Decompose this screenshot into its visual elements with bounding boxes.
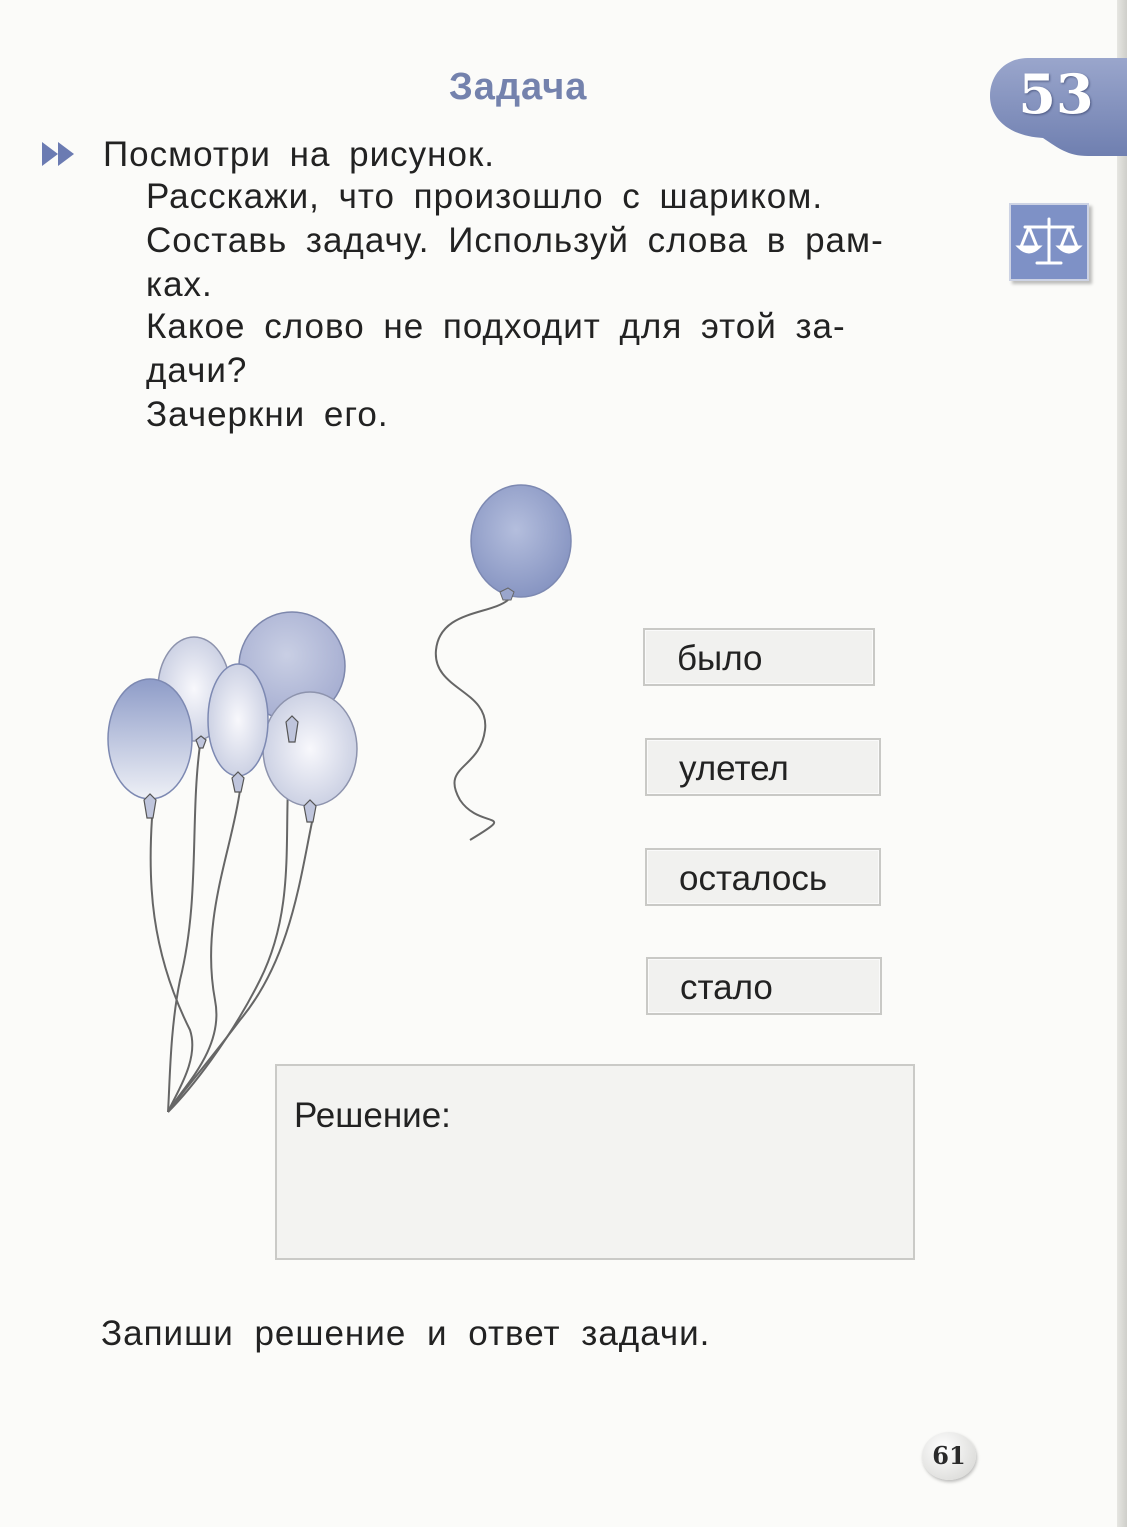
word-box-uletel[interactable]: улетел xyxy=(645,738,881,796)
solution-box[interactable] xyxy=(275,1064,915,1260)
lesson-number: 53 xyxy=(1018,62,1094,126)
instruction-line-2: Расскажи, что произошло с шариком. xyxy=(146,177,824,216)
instruction-line-1: Посмотри на рисунок. xyxy=(103,135,496,174)
instruction-line-6: дачи? xyxy=(146,351,248,390)
scales-icon xyxy=(1009,203,1089,281)
word-box-stalo[interactable]: стало xyxy=(646,957,882,1015)
write-solution-instruction: Запиши решение и ответ задачи. xyxy=(101,1314,711,1353)
balloons-illustration xyxy=(0,0,600,1130)
solution-label: Решение: xyxy=(294,1096,451,1135)
page-number: 61 xyxy=(922,1432,976,1480)
page-title: Задача xyxy=(449,66,588,108)
instruction-line-7: Зачеркни его. xyxy=(146,395,389,434)
word-box-bylo[interactable]: было xyxy=(643,628,875,686)
instruction-line-5: Какое слово не подходит для этой за- xyxy=(146,307,846,346)
page-edge xyxy=(1117,0,1127,1527)
instruction-line-3: Составь задачу. Используй слова в рам- xyxy=(146,221,884,260)
word-box-ostalos[interactable]: осталось xyxy=(645,848,881,906)
instruction-line-4: ках. xyxy=(146,265,213,304)
